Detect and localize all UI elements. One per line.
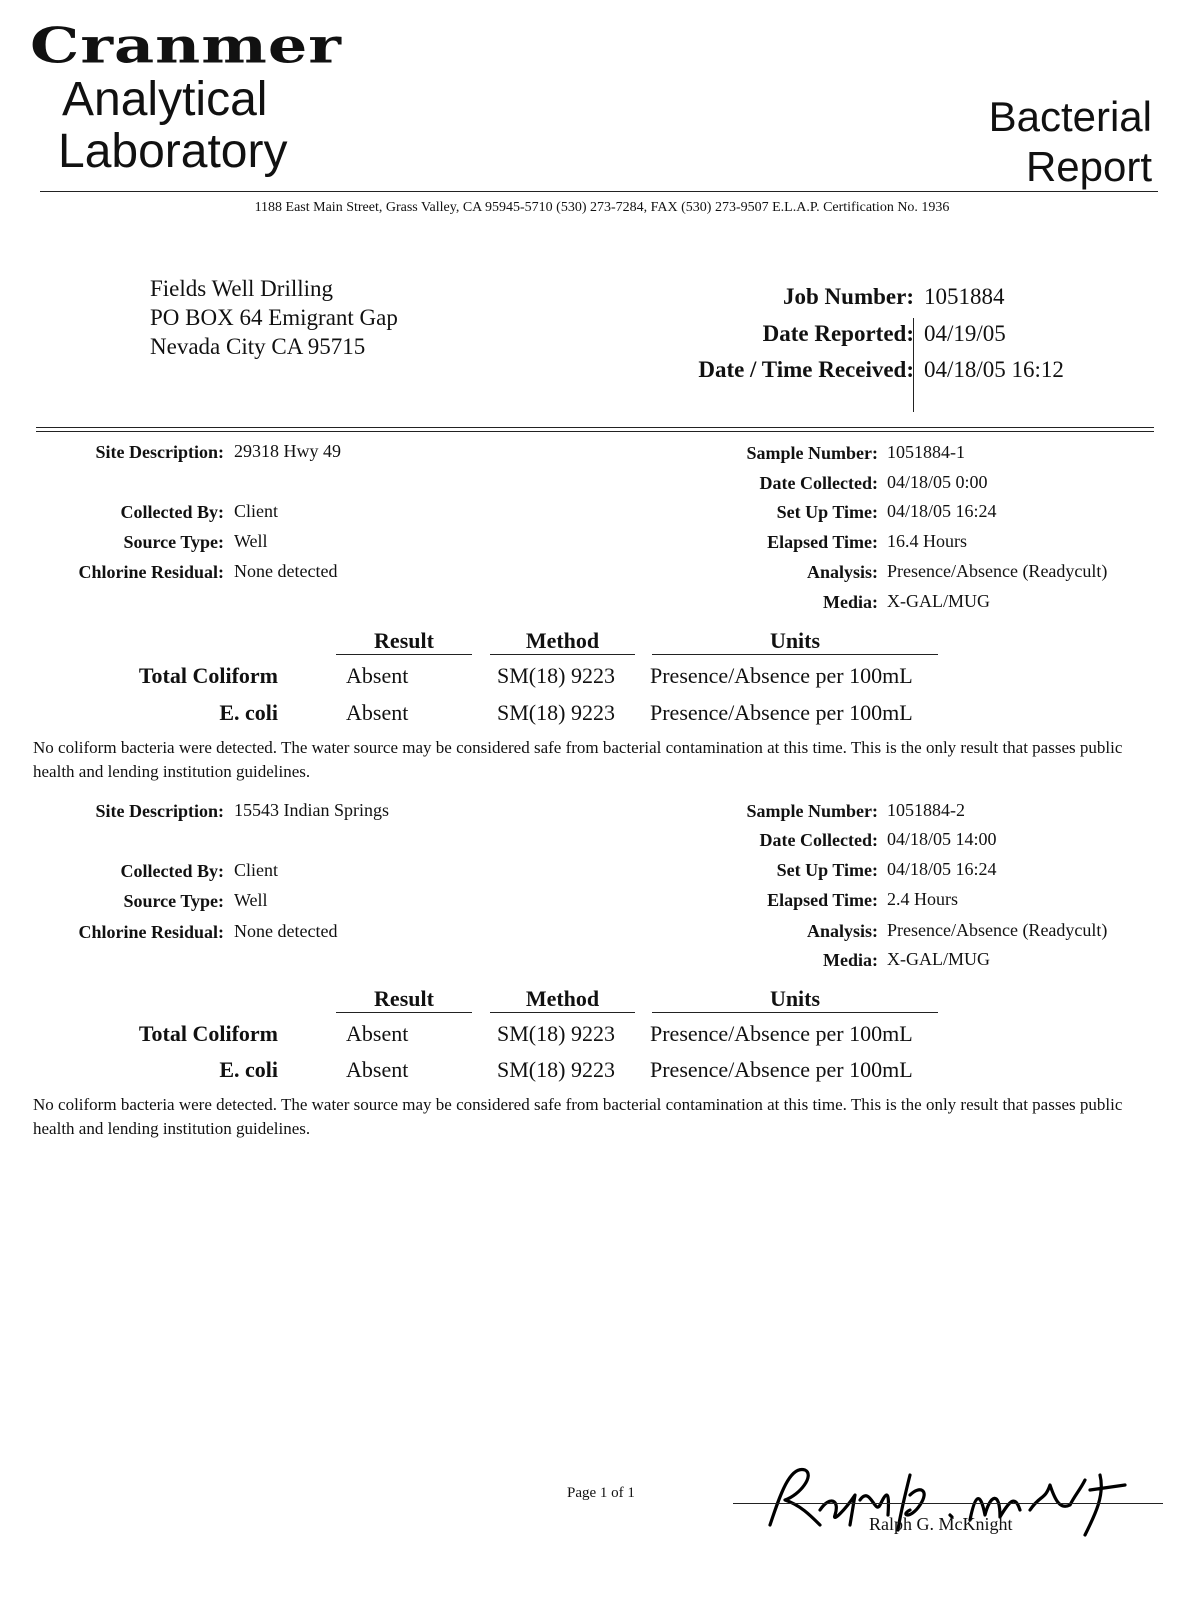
report-title-line2: Report — [1025, 143, 1152, 190]
chlorine-value: None detected — [234, 921, 338, 941]
signature-line — [733, 1503, 1163, 1504]
section-divider-top — [36, 427, 1154, 428]
analyte-name: Total Coliform — [138, 663, 278, 688]
chlorine-label: Chlorine Residual: — [78, 562, 224, 582]
analysis-value: Presence/Absence (Readycult) — [887, 920, 1108, 940]
sample-number-label: Sample Number: — [746, 443, 878, 463]
source-type-label: Source Type: — [123, 891, 224, 911]
units-value: Presence/Absence per 100mL — [650, 1057, 913, 1082]
signer-name: Ralph G. McKnight — [869, 1514, 1013, 1534]
collected-by-value: Client — [234, 501, 278, 521]
sample-number-label: Sample Number: — [746, 801, 878, 821]
method-header: Method — [525, 628, 600, 653]
date-received-label: Date / Time Received: — [698, 357, 914, 382]
analyte-name: E. coli — [219, 1057, 278, 1082]
analysis-value: Presence/Absence (Readycult) — [887, 561, 1108, 581]
result-note: No coliform bacteria were detected. The water source may be considered safe from bacterial contamination at this time. This is the only result that passes public health and lending institution guidelines. — [33, 738, 1123, 781]
report-title-line1: Bacterial — [988, 93, 1152, 140]
method-header-rule — [490, 1012, 635, 1013]
chlorine-value: None detected — [234, 561, 338, 581]
media-label: Media: — [823, 950, 878, 970]
date-collected-label: Date Collected: — [759, 473, 878, 493]
setup-time-value: 04/18/05 16:24 — [887, 501, 997, 521]
analyte-name: Total Coliform — [138, 1021, 278, 1046]
analysis-label: Analysis: — [806, 562, 878, 582]
source-type-value: Well — [234, 890, 268, 910]
units-value: Presence/Absence per 100mL — [650, 700, 913, 725]
elapsed-value: 2.4 Hours — [887, 889, 958, 909]
setup-time-label: Set Up Time: — [776, 860, 878, 880]
site-value: 15543 Indian Springs — [234, 800, 389, 820]
analyte-name: E. coli — [219, 700, 278, 725]
lab-name-analytical: Analytical — [62, 73, 268, 126]
elapsed-label: Elapsed Time: — [767, 532, 878, 552]
collected-by-label: Collected By: — [120, 502, 224, 522]
setup-time-value: 04/18/05 16:24 — [887, 859, 997, 879]
result-value: Absent — [346, 663, 409, 688]
method-value: SM(18) 9223 — [497, 1021, 615, 1046]
result-value: Absent — [346, 1021, 409, 1046]
source-type-value: Well — [234, 531, 268, 551]
units-header: Units — [769, 986, 821, 1011]
analysis-label: Analysis: — [806, 921, 878, 941]
elapsed-value: 16.4 Hours — [887, 531, 967, 551]
section-divider-bottom — [36, 431, 1154, 432]
chlorine-label: Chlorine Residual: — [78, 922, 224, 942]
date-received: 04/18/05 16:12 — [924, 357, 1064, 382]
units-header-rule — [652, 654, 938, 655]
site-value: 29318 Hwy 49 — [234, 441, 341, 461]
result-note: No coliform bacteria were detected. The water source may be considered safe from bacterial contamination at this time. This is the only result that passes public health and lending institution guidelines. — [33, 1095, 1123, 1138]
lab-name-laboratory: Laboratory — [58, 125, 288, 178]
sample-number-value: 1051884-2 — [887, 800, 965, 820]
method-header: Method — [525, 986, 600, 1011]
method-value: SM(18) 9223 — [497, 700, 615, 725]
source-type-label: Source Type: — [123, 532, 224, 552]
units-value: Presence/Absence per 100mL — [650, 663, 913, 688]
method-header-rule — [490, 654, 635, 655]
method-value: SM(18) 9223 — [497, 663, 615, 688]
client-address-line2: Nevada City CA 95715 — [150, 334, 366, 359]
collected-by-label: Collected By: — [120, 861, 224, 881]
date-collected-value: 04/18/05 0:00 — [887, 472, 988, 492]
elapsed-label: Elapsed Time: — [767, 890, 878, 910]
date-reported-label: Date Reported: — [762, 321, 914, 346]
media-value: X-GAL/MUG — [887, 949, 990, 969]
date-reported: 04/19/05 — [924, 321, 1006, 346]
setup-time-label: Set Up Time: — [776, 502, 878, 522]
result-header: Result — [374, 628, 434, 653]
units-value: Presence/Absence per 100mL — [650, 1021, 913, 1046]
client-address-line1: PO BOX 64 Emigrant Gap — [150, 305, 398, 330]
header-divider — [40, 191, 1158, 192]
result-header-rule — [336, 1012, 472, 1013]
page-number: Page 1 of 1 — [567, 1485, 635, 1501]
result-value: Absent — [346, 1057, 409, 1082]
collected-by-value: Client — [234, 860, 278, 880]
result-header-rule — [336, 654, 472, 655]
units-header: Units — [769, 628, 821, 653]
units-header-rule — [652, 1012, 938, 1013]
media-value: X-GAL/MUG — [887, 591, 990, 611]
media-label: Media: — [823, 592, 878, 612]
job-number-label: Job Number: — [783, 284, 914, 309]
result-value: Absent — [346, 700, 409, 725]
date-collected-label: Date Collected: — [759, 830, 878, 850]
method-value: SM(18) 9223 — [497, 1057, 615, 1082]
job-vertical-mark — [913, 318, 914, 412]
lab-logo: Cranmer — [30, 17, 342, 75]
lab-address: 1188 East Main Street, Grass Valley, CA 95945-5710 (530) 273-7284, FAX (530) 273-9507 E.L.A.P. Certification No. 1936 — [254, 200, 950, 215]
site-label: Site Description: — [95, 442, 224, 462]
client-name: Fields Well Drilling — [150, 276, 334, 301]
job-number: 1051884 — [924, 284, 1005, 309]
result-header: Result — [374, 986, 434, 1011]
sample-number-value: 1051884-1 — [887, 442, 965, 462]
date-collected-value: 04/18/05 14:00 — [887, 829, 997, 849]
site-label: Site Description: — [95, 801, 224, 821]
